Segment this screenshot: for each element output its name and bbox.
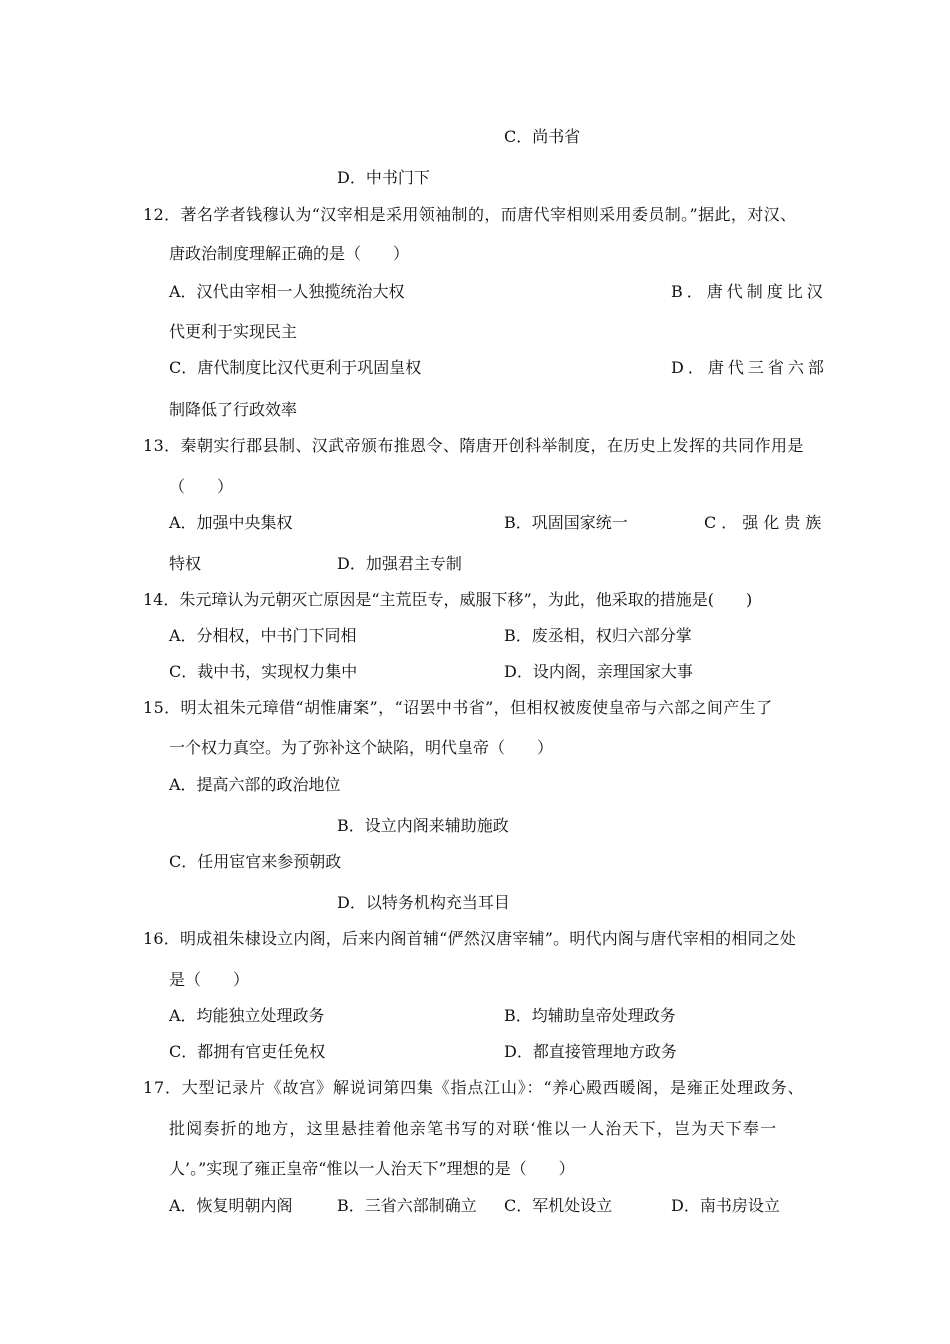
q15-option-a: A．提高六部的政治地位 — [169, 775, 341, 794]
q17-option-d: D．南书房设立 — [671, 1196, 780, 1215]
q13-option-c-line2: 特权 — [169, 554, 202, 573]
q13-stem-line2: （ ） — [169, 477, 234, 496]
q13-stem-line1: 13．秦朝实行郡县制、汉武帝颁布推恩令、隋唐开创科举制度，在历史上发挥的共同作用是 — [143, 436, 804, 455]
q15-stem-line2: 一个权力真空。为了弥补这个缺陷，明代皇帝（ ） — [169, 738, 554, 757]
q17-option-b: B．三省六部制确立 — [337, 1196, 477, 1215]
q16-option-b: B．均辅助皇帝处理政务 — [504, 1006, 676, 1025]
q15-option-c: C．任用宦官来参预朝政 — [169, 852, 342, 871]
q14-option-d: D．设内阁，亲理国家大事 — [504, 662, 693, 681]
q17-stem-line3: 人’。”实现了雍正皇帝“惟以一人治天下”理想的是（ ） — [169, 1159, 575, 1178]
q13-option-a: A．加强中央集权 — [169, 513, 293, 532]
q12-option-c: C．唐代制度比汉代更利于巩固皇权 — [169, 358, 422, 377]
q14-stem: 14．朱元璋认为元朝灭亡原因是“主荒臣专，威服下移”，为此，他采取的措施是( ) — [143, 590, 753, 609]
q15-option-d: D．以特务机构充当耳目 — [337, 893, 510, 912]
q16-option-a: A．均能独立处理政务 — [169, 1006, 325, 1025]
q11-option-d: D．中书门下 — [337, 168, 430, 187]
q15-stem-line1: 15．明太祖朱元璋借“胡惟庸案”，“诏罢中书省”，但相权被废使皇帝与六部之间产生了 — [143, 698, 773, 717]
q16-stem-line1: 16．明成祖朱棣设立内阁，后来内阁首辅“俨然汉唐宰辅”。明代内阁与唐代宰相的相同之处 — [143, 929, 797, 948]
q16-stem-line2: 是（ ） — [169, 970, 250, 989]
q17-option-c: C．军机处设立 — [504, 1196, 613, 1215]
q13-option-d: D．加强君主专制 — [337, 554, 462, 573]
q17-stem-line2: 批阅奏折的地方，这里悬挂着他亲笔书写的对联‘惟以一人治天下，岂为天下奉一 — [169, 1119, 778, 1138]
q16-option-c: C．都拥有官吏任免权 — [169, 1042, 326, 1061]
q11-option-c: C．尚书省 — [504, 127, 581, 146]
q15-option-b: B．设立内阁来辅助施政 — [337, 816, 509, 835]
q13-option-b: B．巩固国家统一 — [504, 513, 628, 532]
q12-stem-line1: 12．著名学者钱穆认为“汉宰相是采用领袖制的，而唐代宰相则采用委员制。”据此，对汉、 — [143, 205, 797, 224]
q14-option-a: A．分相权，中书门下同相 — [169, 626, 357, 645]
q12-stem-line2: 唐政治制度理解正确的是（ ） — [169, 244, 410, 263]
q17-stem-line1: 17．大型记录片《故宫》解说词第四集《指点江山》：“养心殿西暖阁，是雍正处理政务、 — [143, 1078, 805, 1097]
q16-option-d: D．都直接管理地方政务 — [504, 1042, 677, 1061]
q17-option-a: A．恢复明朝内阁 — [169, 1196, 293, 1215]
q12-option-b-line2: 代更利于实现民主 — [169, 322, 298, 341]
q12-option-b-line1: B．唐代制度比汉 — [671, 282, 827, 301]
q12-option-d-line1: D．唐代三省六部 — [671, 358, 828, 377]
q14-option-b: B．废丞相，权归六部分掌 — [504, 626, 692, 645]
q12-option-a: A．汉代由宰相一人独揽统治大权 — [169, 282, 405, 301]
q13-option-c-line1: C．强化贵族 — [704, 513, 827, 532]
q12-option-d-line2: 制降低了行政效率 — [169, 400, 298, 419]
q14-option-c: C．裁中书，实现权力集中 — [169, 662, 358, 681]
